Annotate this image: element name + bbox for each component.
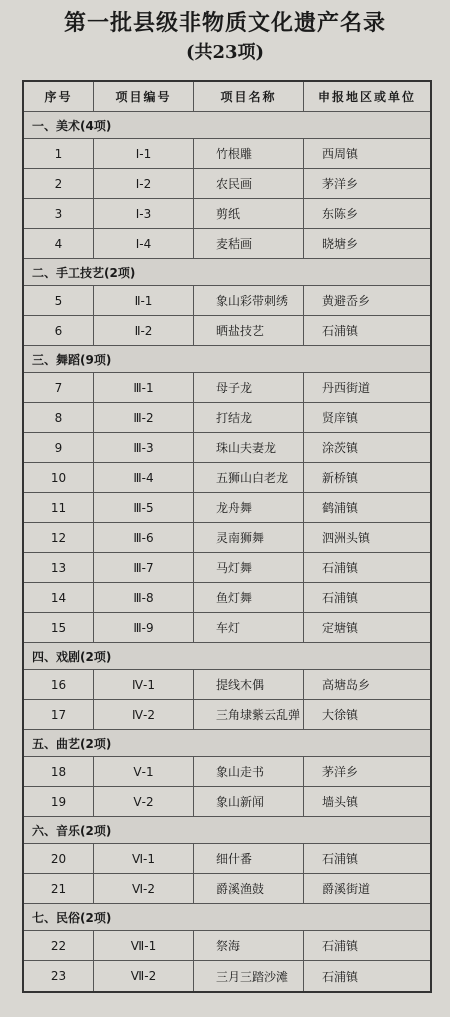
cell-serial: 19 xyxy=(24,787,94,816)
table-row xyxy=(24,169,430,199)
table-header-row xyxy=(24,82,430,112)
category-label: 六、音乐(2项) xyxy=(32,823,112,838)
cell-item-code: Ⅵ-1 xyxy=(94,844,194,873)
cell-item-name: 鱼灯舞 xyxy=(194,583,304,612)
category-label: 四、戏剧(2项) xyxy=(32,649,112,664)
cell-item-name: 爵溪渔鼓 xyxy=(194,874,304,903)
cell-item-name: 打结龙 xyxy=(194,403,304,432)
cell-item-name: 象山走书 xyxy=(194,757,304,786)
cell-serial: 1 xyxy=(24,139,94,168)
table-row xyxy=(24,316,430,346)
category-label: 五、曲艺(2项) xyxy=(32,736,112,751)
cell-applicant: 东陈乡 xyxy=(322,207,359,221)
category-row xyxy=(24,730,430,757)
cell-applicant: 大徐镇 xyxy=(322,708,359,722)
cell-applicant: 石浦镇 xyxy=(322,969,359,984)
cell-serial: 10 xyxy=(24,463,94,492)
cell-serial: 4 xyxy=(24,229,94,258)
header-applicant: 申报地区或单位 xyxy=(317,90,416,104)
table-row xyxy=(24,373,430,403)
cell-applicant: 石浦镇 xyxy=(322,591,359,605)
cell-applicant: 茅洋乡 xyxy=(322,765,359,779)
cell-serial: 9 xyxy=(24,433,94,462)
cell-applicant: 贤庠镇 xyxy=(322,411,359,425)
cell-item-code: Ⅲ-4 xyxy=(94,463,194,492)
cell-item-code: Ⅲ-7 xyxy=(94,553,194,582)
cell-item-name: 三角埭紫云乱弹 xyxy=(194,700,304,729)
cell-item-code: Ⅶ-2 xyxy=(94,961,194,991)
cell-serial: 8 xyxy=(24,403,94,432)
cell-applicant: 爵溪街道 xyxy=(322,882,371,896)
cell-item-name: 祭海 xyxy=(194,931,304,960)
cell-applicant: 西周镇 xyxy=(322,147,359,161)
category-row xyxy=(24,904,430,931)
cell-serial: 16 xyxy=(24,670,94,699)
table-row xyxy=(24,286,430,316)
cell-item-name: 象山彩带刺绣 xyxy=(194,286,304,315)
cell-item-code: Ⅲ-8 xyxy=(94,583,194,612)
table-row xyxy=(24,874,430,904)
cell-item-name: 细什番 xyxy=(194,844,304,873)
cell-item-name: 农民画 xyxy=(194,169,304,198)
cell-serial: 2 xyxy=(24,169,94,198)
cell-item-code: Ⅳ-1 xyxy=(94,670,194,699)
cell-item-name: 母子龙 xyxy=(194,373,304,402)
page-title: 第一批县级非物质文化遗产名录 xyxy=(63,10,386,36)
cell-applicant: 涂茨镇 xyxy=(322,441,359,455)
cell-item-name: 竹根雕 xyxy=(194,139,304,168)
cell-item-code: Ⅰ-1 xyxy=(94,139,194,168)
cell-serial: 13 xyxy=(24,553,94,582)
cell-applicant: 定塘镇 xyxy=(322,621,359,635)
cell-serial: 22 xyxy=(24,931,94,960)
cell-item-code: Ⅲ-5 xyxy=(94,493,194,522)
cell-item-code: Ⅱ-2 xyxy=(94,316,194,345)
cell-serial: 20 xyxy=(24,844,94,873)
heritage-list-table xyxy=(22,80,432,993)
header-serial: 序号 xyxy=(24,82,94,111)
cell-item-code: Ⅴ-2 xyxy=(94,787,194,816)
cell-applicant: 石浦镇 xyxy=(322,852,359,866)
table-row xyxy=(24,553,430,583)
table-row xyxy=(24,493,430,523)
cell-applicant: 高塘岛乡 xyxy=(322,678,371,692)
cell-applicant: 新桥镇 xyxy=(322,471,359,485)
table-row xyxy=(24,463,430,493)
cell-applicant: 鹤浦镇 xyxy=(322,501,359,515)
table-row xyxy=(24,961,430,991)
cell-item-code: Ⅵ-2 xyxy=(94,874,194,903)
cell-applicant: 晓塘乡 xyxy=(322,237,359,251)
table-row xyxy=(24,700,430,730)
cell-applicant: 墙头镇 xyxy=(322,795,359,809)
cell-item-code: Ⅰ-4 xyxy=(94,229,194,258)
table-row xyxy=(24,670,430,700)
cell-applicant: 黄避岙乡 xyxy=(322,294,371,308)
category-row xyxy=(24,259,430,286)
cell-serial: 14 xyxy=(24,583,94,612)
cell-serial: 12 xyxy=(24,523,94,552)
cell-applicant: 丹西街道 xyxy=(322,381,371,395)
cell-item-name: 晒盐技艺 xyxy=(194,316,304,345)
table-row xyxy=(24,757,430,787)
cell-serial: 7 xyxy=(24,373,94,402)
cell-item-code: Ⅶ-1 xyxy=(94,931,194,960)
cell-applicant: 石浦镇 xyxy=(322,324,359,338)
table-row xyxy=(24,403,430,433)
cell-item-name: 象山新闻 xyxy=(194,787,304,816)
category-row xyxy=(24,112,430,139)
table-row xyxy=(24,433,430,463)
cell-item-name: 提线木偶 xyxy=(194,670,304,699)
category-label: 七、民俗(2项) xyxy=(32,910,112,925)
cell-item-code: Ⅲ-3 xyxy=(94,433,194,462)
category-row xyxy=(24,643,430,670)
cell-serial: 21 xyxy=(24,874,94,903)
cell-item-code: Ⅴ-1 xyxy=(94,757,194,786)
table-row xyxy=(24,199,430,229)
table-row xyxy=(24,523,430,553)
table-row xyxy=(24,844,430,874)
cell-item-name: 龙舟舞 xyxy=(194,493,304,522)
cell-item-code: Ⅰ-2 xyxy=(94,169,194,198)
cell-item-code: Ⅲ-1 xyxy=(94,373,194,402)
cell-item-name: 灵南狮舞 xyxy=(194,523,304,552)
cell-serial: 6 xyxy=(24,316,94,345)
cell-applicant: 茅洋乡 xyxy=(322,177,359,191)
category-row xyxy=(24,346,430,373)
cell-serial: 3 xyxy=(24,199,94,228)
table-row xyxy=(24,583,430,613)
header-item-name: 项目名称 xyxy=(194,82,304,111)
cell-item-code: Ⅰ-3 xyxy=(94,199,194,228)
category-label: 二、手工技艺(2项) xyxy=(32,265,136,280)
cell-item-code: Ⅳ-2 xyxy=(94,700,194,729)
cell-item-name: 马灯舞 xyxy=(194,553,304,582)
category-label: 一、美术(4项) xyxy=(32,118,112,133)
category-row xyxy=(24,817,430,844)
cell-serial: 17 xyxy=(24,700,94,729)
table-body xyxy=(24,112,430,991)
cell-item-name: 车灯 xyxy=(194,613,304,642)
page-subtitle: (共23项) xyxy=(185,42,265,63)
table-row xyxy=(24,787,430,817)
table-row xyxy=(24,139,430,169)
cell-serial: 11 xyxy=(24,493,94,522)
cell-item-name: 珠山夫妻龙 xyxy=(194,433,304,462)
cell-item-code: Ⅲ-2 xyxy=(94,403,194,432)
cell-item-name: 三月三踏沙滩 xyxy=(194,961,304,991)
cell-applicant: 石浦镇 xyxy=(322,939,359,953)
table-row xyxy=(24,229,430,259)
cell-applicant: 石浦镇 xyxy=(322,561,359,575)
cell-item-name: 五狮山白老龙 xyxy=(194,463,304,492)
table-row xyxy=(24,613,430,643)
cell-item-name: 剪纸 xyxy=(194,199,304,228)
cell-item-code: Ⅲ-6 xyxy=(94,523,194,552)
cell-serial: 15 xyxy=(24,613,94,642)
cell-serial: 5 xyxy=(24,286,94,315)
cell-item-code: Ⅱ-1 xyxy=(94,286,194,315)
category-label: 三、舞蹈(9项) xyxy=(32,352,112,367)
cell-serial: 18 xyxy=(24,757,94,786)
header-item-code: 项目编号 xyxy=(94,82,194,111)
table-row xyxy=(24,931,430,961)
cell-item-code: Ⅲ-9 xyxy=(94,613,194,642)
cell-applicant: 泗洲头镇 xyxy=(322,531,371,545)
cell-serial: 23 xyxy=(24,961,94,991)
cell-item-name: 麦秸画 xyxy=(194,229,304,258)
